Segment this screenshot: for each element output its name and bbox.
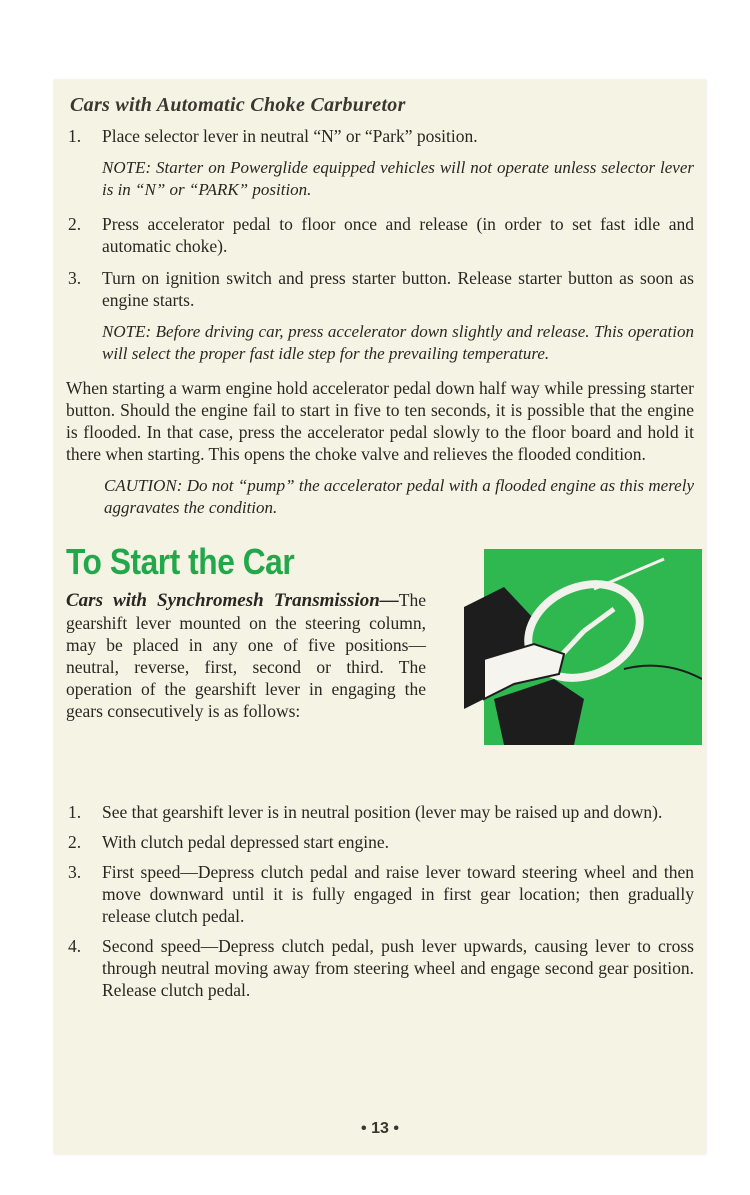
manual-page [54, 80, 706, 1154]
list-item [66, 267, 694, 311]
item-text: Place selector lever in neutral “N” or “Park” position. [102, 126, 478, 146]
item-text: With clutch pedal depressed start engine. [102, 832, 389, 852]
list-item [66, 801, 694, 823]
item-number: 1. [68, 802, 82, 822]
item-number: 1. [68, 126, 82, 146]
powerglide-note: NOTE: Starter on Powerglide equipped vehicles will not operate unless selector lever is in “N” or “PARK” position. [102, 158, 694, 199]
synchromesh-intro [66, 589, 426, 722]
item-number: 3. [68, 268, 82, 288]
item-text: First speed—Depress clutch pedal and raise lever toward steering wheel and then move downward until it is fully engaged in first gear location; then gradually release clutch pedal. [102, 862, 694, 926]
item-text: Press accelerator pedal to floor once and release (in order to set fast idle and automatic choke). [102, 214, 694, 256]
item-number: 4. [68, 936, 82, 956]
item-number: 2. [68, 832, 82, 852]
caution-note: CAUTION: Do not “pump” the accelerator pedal with a flooded engine as this merely aggravates the condition. [104, 476, 694, 517]
item-text: Turn on ignition switch and press starter button. Release starter button as soon as engine starts. [102, 268, 694, 310]
item-text: See that gearshift lever is in neutral position (lever may be raised up and down). [102, 802, 663, 822]
synchromesh-lead: Cars with Synchromesh Transmission— [66, 590, 399, 611]
steering-wheel-illustration [464, 549, 702, 745]
item-number: 2. [68, 214, 82, 234]
warm-engine-paragraph: When starting a warm engine hold accelerator pedal down half way while pressing starter button. Should the engine fail to start in five to ten seconds, it is possible that the engine is flooded. In that case, press the accelerator pedal slowly to the floor board and hold it there when starting. This opens the choke valve and relieves the flooded condition. [66, 378, 694, 464]
fast-idle-note: NOTE: Before driving car, press accelerator down slightly and release. This operation will select the proper fast idle step for the prevailing temperature. [102, 322, 694, 363]
item-number: 3. [68, 862, 82, 882]
item-text: Second speed—Depress clutch pedal, push lever upwards, causing lever to cross through neutral moving away from steering wheel and engage second gear position. Release clutch pedal. [102, 936, 694, 1000]
list-item [66, 125, 694, 147]
page-content [66, 94, 694, 1009]
list-item [66, 213, 694, 257]
synchromesh-section [66, 589, 694, 801]
synchromesh-body: The gearshift lever mounted on the steering column, may be placed in any one of five positions—neutral, reverse, first, second or third. The operation of the gearshift lever in engaging the gears consecutively is as follows: [66, 590, 426, 721]
page-number: • 13 • [361, 1120, 399, 1137]
start-car-title: To Start the Car [66, 541, 295, 582]
automatic-choke-heading: Cars with Automatic Choke Carburetor [70, 94, 406, 116]
list-item [66, 935, 694, 1001]
list-item [66, 861, 694, 927]
list-item [66, 831, 694, 853]
gearshift-steps [66, 801, 694, 1001]
